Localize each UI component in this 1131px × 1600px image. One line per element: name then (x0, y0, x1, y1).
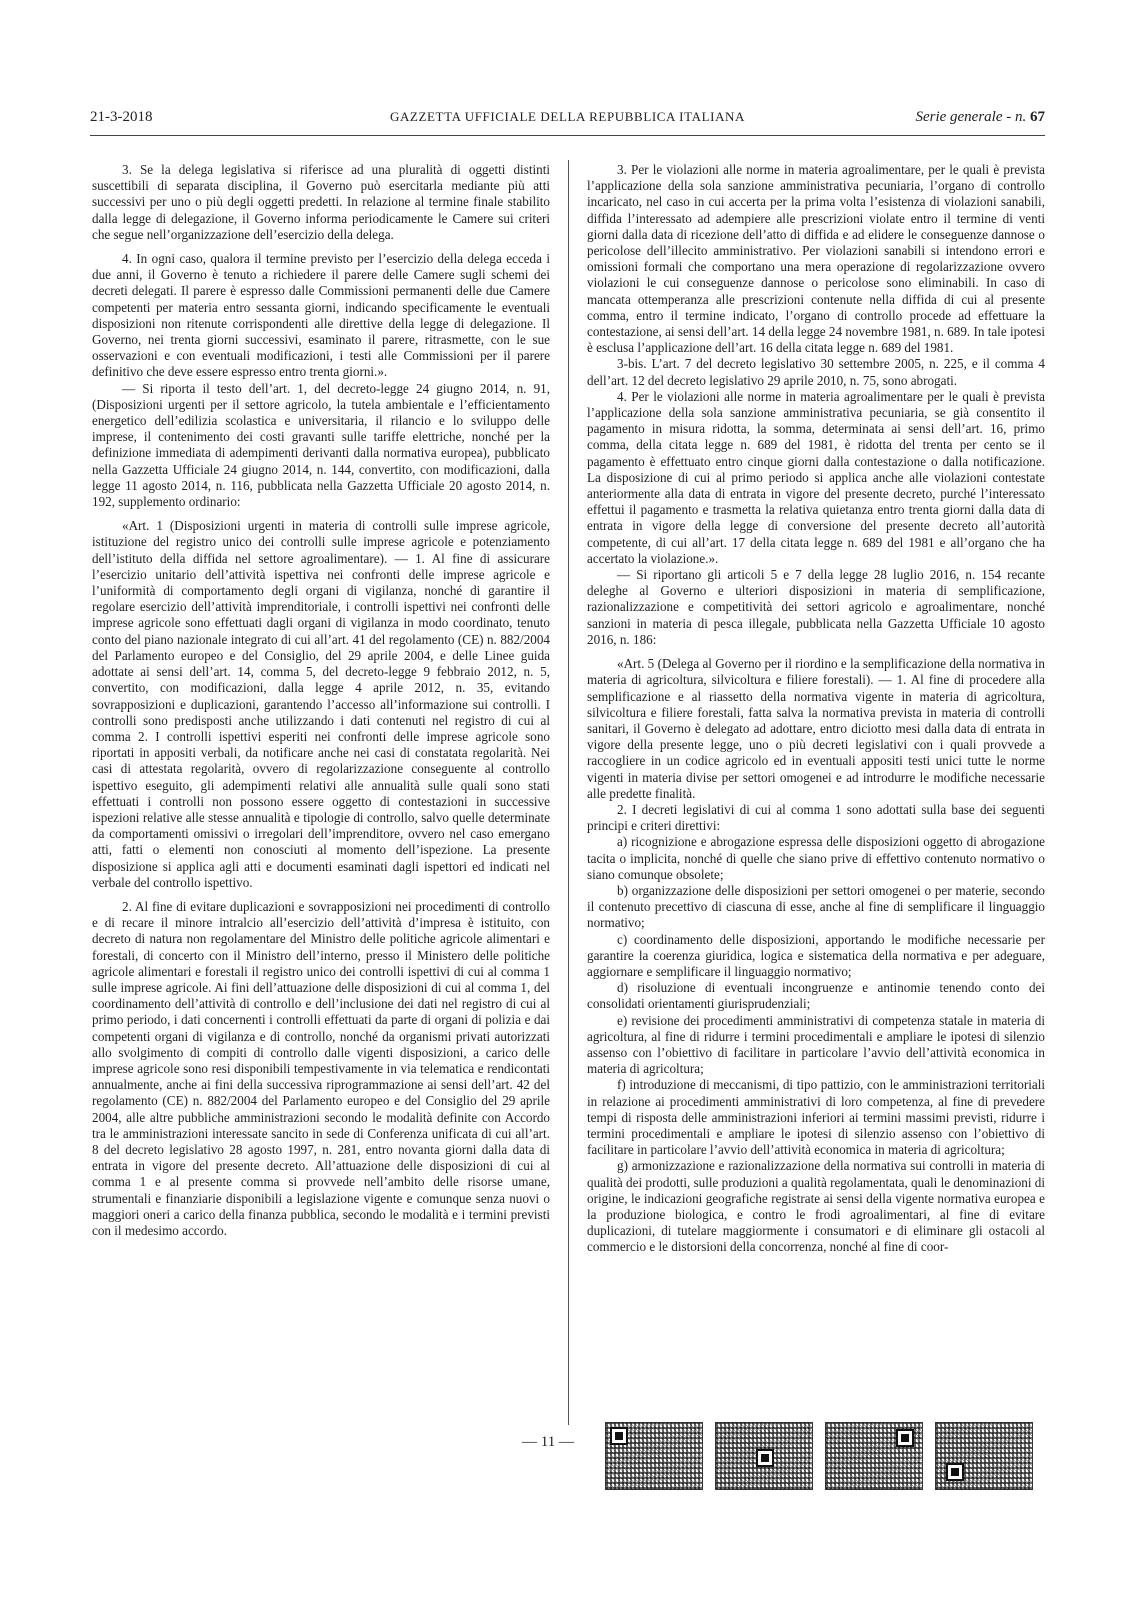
finder-pattern (610, 1427, 628, 1445)
gazette-title: GAZZETTA UFFICIALE DELLA REPUBBLICA ITALIANA (389, 109, 746, 124)
paragraph: 4. Per le violazioni alle norme in materia agroalimentare per le quali è prevista l’applicazione della sola sanzione amministrativa pecuniaria, se già consentito il pagamento in misura ridotta, la somma, determinata ai sensi dell’art. 16, primo comma, della citata legge n. 689 del 1981, è ridotta del trenta per cento se il pagamento è effettuato entro cinque giorni dalla contestazione o dalla notificazione. La disposizione di cui al primo periodo si applica anche alle violazioni contestate anteriormente alla data di entrata in vigore del presente decreto, purché l’interessato effettui il pagamento e trasmetta la relativa quietanza entro trenta giorni dalla data di entrata in vigore della legge di conversione del presente decreto all’autorità competente, di cui all’art. 17 della citata legge n. 689 del 1981 e all’organo che ha accertato la violazione.». (587, 388, 1045, 566)
paragraph: d) risoluzione di eventuali incongruenze e antinomie tenendo conto dei consolidati orientamenti giurisprudenziali; (587, 980, 1045, 1012)
finder-pattern (896, 1429, 914, 1447)
series-text: Serie generale - n. (915, 109, 1027, 125)
issue-date: 21-3-2018 (90, 109, 153, 125)
series-label (915, 109, 1045, 126)
paragraph: c) coordinamento delle disposizioni, apportando le modifiche necessarie per garantire la coerenza giuridica, logica e sistematica della normativa e per adeguare, aggiornare e semplificare il linguaggio normativo; (587, 931, 1045, 979)
left-column (92, 162, 550, 1239)
paragraph: a) ricognizione e abrogazione espressa delle disposizioni oggetto di abrogazione tacita o implicita, nonché di quelle che siano prive di effettivo contenuto normativo o siano comunque obsolete; (587, 834, 1045, 882)
paragraph: 3-bis. L’art. 7 del decreto legislativo 30 settembre 2005, n. 225, e il comma 4 dell’art. 12 del decreto legislativo 29 aprile 2010, n. 75, sono abrogati. (587, 356, 1045, 388)
datamatrix-code-1 (605, 1422, 703, 1490)
paragraph: e) revisione dei procedimenti amministrativi di competenza statale in materia di agricoltura, al fine di ridurre i termini procedimentali e ampliare le ipotesi di silenzio assenso con l’obiettivo di facilitare in particolare l’avvio dell’attività economica in materia di agricoltura; (587, 1012, 1045, 1077)
paragraph: 2. I decreti legislativi di cui al comma 1 sono adottati sulla base dei seguenti principi e criteri direttivi: (587, 801, 1045, 834)
paragraph: b) organizzazione delle disposizioni per settori omogenei o per materie, secondo il contenuto precettivo di ciascuna di esse, anche al fine di semplificare il linguaggio normativo; (587, 882, 1045, 931)
datamatrix-codes (605, 1422, 1045, 1488)
datamatrix-code-2 (715, 1422, 813, 1490)
paragraph: 3. Per le violazioni alle norme in materia agroalimentare, per le quali è prevista l’applicazione della sola sanzione amministrativa pecuniaria, l’organo di controllo incaricato, nel caso in cui accerta per la prima volta l’esistenza di violazioni sanabili, diffida l’interessato ad adempiere alle prescrizioni violate entro il termine di venti giorni dalla data di ricezione dell’atto di diffida e ad elidere le conseguenze dannose o pericolose dell’illecito amministrativo. Per violazioni sanabili si intendono errori e omissioni formali che comportano una mera operazione di regolarizzazione ovvero violazioni le cui conseguenze dannose o pericolose sono eliminabili. In caso di mancata ottemperanza alle prescrizioni contenute nella diffida di cui al presente comma, entro il termine indicato, l’organo di controllo procede ad effettuare la contestazione, ai sensi dell’art. 14 della legge 24 novembre 1981, n. 689. In tale ipotesi è esclusa l’applicazione dell’art. 16 della citata legge n. 689 del 1981. (587, 162, 1045, 356)
paragraph: g) armonizzazione e razionalizzazione della normativa sui controlli in materia di qualità dei prodotti, sulle produzioni a qualità regolamentata, quali le denominazioni di origine, le indicazioni geografiche registrate ai sensi della vigente normativa europea e la produzione biologica, e contro le frodi agroalimentari, al fine di evitare duplicazioni, di tutelare maggiormente i consumatori e di eliminare gli ostacoli al commercio e le distorsioni della concorrenza, nonché al fine di coor- (587, 1158, 1045, 1255)
paragraph: 3. Se la delega legislativa si riferisce ad una pluralità di oggetti distinti suscettibili di separata disciplina, il Governo può esercitarla mediante più atti successivi per uno o più degli oggetti predetti. In relazione al termine finale stabilito dalla legge di delegazione, il Governo informa periodicamente le Camere sui criteri che segue nell’organizzazione dell’esercizio della delega. (92, 162, 550, 242)
finder-pattern (756, 1449, 774, 1467)
paragraph: 2. Al fine di evitare duplicazioni e sovrapposizioni nei procedimenti di controllo e di recare il minore intralcio all’esercizio dell’attività d’impresa è istituito, con decreto di natura non regolamentare del Ministro delle politiche agricole alimentari e forestali, di concerto con il Ministro dell’interno, presso il Ministero delle politiche agricole alimentari e forestali il registro unico dei controlli ispettivi di cui al comma 1 sulle imprese agricole. Ai fini dell’attuazione delle disposizioni di cui al comma 1, del coordinamento dell’attività di controllo e dell’inclusione dei dati nel registro di cui al primo periodo, i dati concernenti i controlli effettuati da parte di organi di polizia e dai competenti organi di vigilanza e di controllo, nonché da organismi privati autorizzati allo svolgimento di compiti di controllo dalle vigenti disposizioni, a carico delle imprese agricole sono resi disponibili tempestivamente in via telematica e rendicontati annualmente, anche ai fini della successiva riprogrammazione ai sensi dell’art. 42 del regolamento (CE) n. 882/2004 del Parlamento europeo e del Consiglio del 29 aprile 2004, alle altre pubbliche amministrazioni secondo le modalità definite con Accordo tra le amministrazioni interessate sancito in sede di Conferenza unificata di cui all’art. 8 del decreto legislativo 28 agosto 1997, n. 281, entro novanta giorni dalla data di entrata in vigore del presente decreto. All’attuazione delle disposizioni di cui al comma 1 e al presente comma si provvede nell’ambito delle risorse umane, strumentali e finanziarie disponibili a legislazione vigente e comunque senza nuovi o maggiori oneri a carico della finanza pubblica, secondo le modalità e i termini previsti con il medesimo accordo. (92, 898, 550, 1238)
paragraph: «Art. 5 (Delega al Governo per il riordino e la semplificazione della normativa in materia di agricoltura, silvicoltura e filiere forestali). — 1. Al fine di procedere alla semplificazione e al riassetto della normativa vigente in materia di agricoltura, silvicoltura e filiere forestali, fatta salva la normativa prevista in materia di controlli sanitari, il Governo è delegato ad adottare, entro diciotto mesi dalla data di entrata in vigore della presente legge, uno o più decreti legislativi con i quali provvede a raccogliere in un codice agricolo ed in eventuali appositi testi unici tutte le norme vigenti in materia divise per settori omogenei e ad introdurre le modifiche necessarie alle predette finalità. (587, 656, 1045, 801)
page-header (90, 109, 1045, 131)
column-divider (568, 160, 569, 1425)
issue-number: 67 (1030, 109, 1045, 125)
paragraph: «Art. 1 (Disposizioni urgenti in materia di controlli sulle imprese agricole, istituzione del registro unico dei controlli sulle imprese agricole e potenziamento dell’istituto della diffida nel settore agroalimentare). — 1. Al fine di assicurare l’esercizio unitario dell’attività ispettiva nei confronti delle imprese agricole e l’uniformità di comportamento degli organi di vigilanza, nonché di garantire il regolare esercizio dell’attività imprenditoriale, i controlli ispettivi nei confronti delle imprese agricole sono effettuati dagli organi di vigilanza in modo coordinato, tenuto conto del piano nazionale integrato di cui all’art. 41 del regolamento (CE) n. 882/2004 del Parlamento europeo e del Consiglio, del 29 aprile 2004, e delle Linee guida adottate ai sensi dell’art. 14, comma 5, del decreto-legge 9 febbraio 2012, n. 5, convertito, con modificazioni, dalla legge 4 aprile 2012, n. 35, evitando sovrapposizioni e duplicazioni, garantendo l’accesso all’informazione sui controlli. I controlli sono predisposti anche utilizzando i dati contenuti nel registro di cui al comma 2. I controlli ispettivi esperiti nei confronti delle imprese agricole sono riportati in appositi verbali, da notificare anche nei casi di constatata regolarità. Nei casi di attestata regolarità, ovvero di regolarizzazione conseguente al controllo ispettivo eseguito, gli adempimenti relativi alle annualità sulle quali sono stati effettuati i controlli non possono essere oggetto di contestazioni in successive ispezioni relative alle stesse annualità e tipologie di controllo, salvo quelle determinate da comportamenti omissivi o irregolari dell’imprenditore, ovvero nel caso emergano atti, fatti o elementi non conosciuti al momento dell’ispezione. La presente disposizione si applica agli atti e documenti esaminati dagli ispettori ed indicati nel verbale del controllo ispettivo. (92, 518, 550, 890)
datamatrix-code-4 (935, 1422, 1033, 1490)
page-number: — 11 — (522, 1434, 574, 1450)
paragraph: 4. In ogni caso, qualora il termine previsto per l’esercizio della delega ecceda i due anni, il Governo è tenuto a richiedere il parere delle Camere sugli schemi dei decreti delegati. Il parere è espresso dalle Commissioni permanenti delle due Camere competenti per materia entro sessanta giorni, indicando specificamente le eventuali disposizioni non ritenute corrispondenti alle direttive della legge di delegazione. Il Governo, nei trenta giorni successivi, esaminato il parere, ritrasmette, con le sue osservazioni e con eventuali modificazioni, i testi alle Commissioni per il parere definitivo che deve essere espresso entro trenta giorni.». (92, 251, 550, 380)
paragraph: — Si riportano gli articoli 5 e 7 della legge 28 luglio 2016, n. 154 recante deleghe al Governo e ulteriori disposizioni in materia di semplificazione, razionalizzazione e competitività dei settori agricolo e agroalimentare, nonché sanzioni in materia di pesca illegale, pubblicata nella Gazzetta Ufficiale 10 agosto 2016, n. 186: (587, 567, 1045, 647)
paragraph: f) introduzione di meccanismi, di tipo pattizio, con le amministrazioni territoriali in relazione ai procedimenti amministrativi di loro competenza, al fine di prevedere tempi di risposta delle amministrazioni inferiori ai termini massimi previsti, ridurre i termini procedimentali e ampliare le ipotesi di silenzio assenso con l’obiettivo di facilitare in particolare l’avvio dell’attività economica in materia di agricoltura; (587, 1077, 1045, 1158)
finder-pattern (946, 1463, 964, 1481)
datamatrix-code-3 (825, 1422, 923, 1490)
paragraph: — Si riporta il testo dell’art. 1, del decreto-legge 24 giugno 2014, n. 91, (Disposizioni urgenti per il settore agricolo, la tutela ambientale e l’efficientamento energetico dell’edilizia scolastica e universitaria, il rilancio e lo sviluppo delle imprese, il contenimento dei costi gravanti sulle tariffe elettriche, nonché per la definizione immediata di adempimenti derivanti dalla normativa europea), pubblicato nella Gazzetta Ufficiale 24 giugno 2014, n. 144, convertito, con modificazioni, dalla legge 11 agosto 2014, n. 116, pubblicata nella Gazzetta Ufficiale 20 agosto 2014, n. 192, supplemento ordinario: (92, 380, 550, 510)
header-rule (90, 135, 1045, 136)
right-column (587, 162, 1045, 1256)
